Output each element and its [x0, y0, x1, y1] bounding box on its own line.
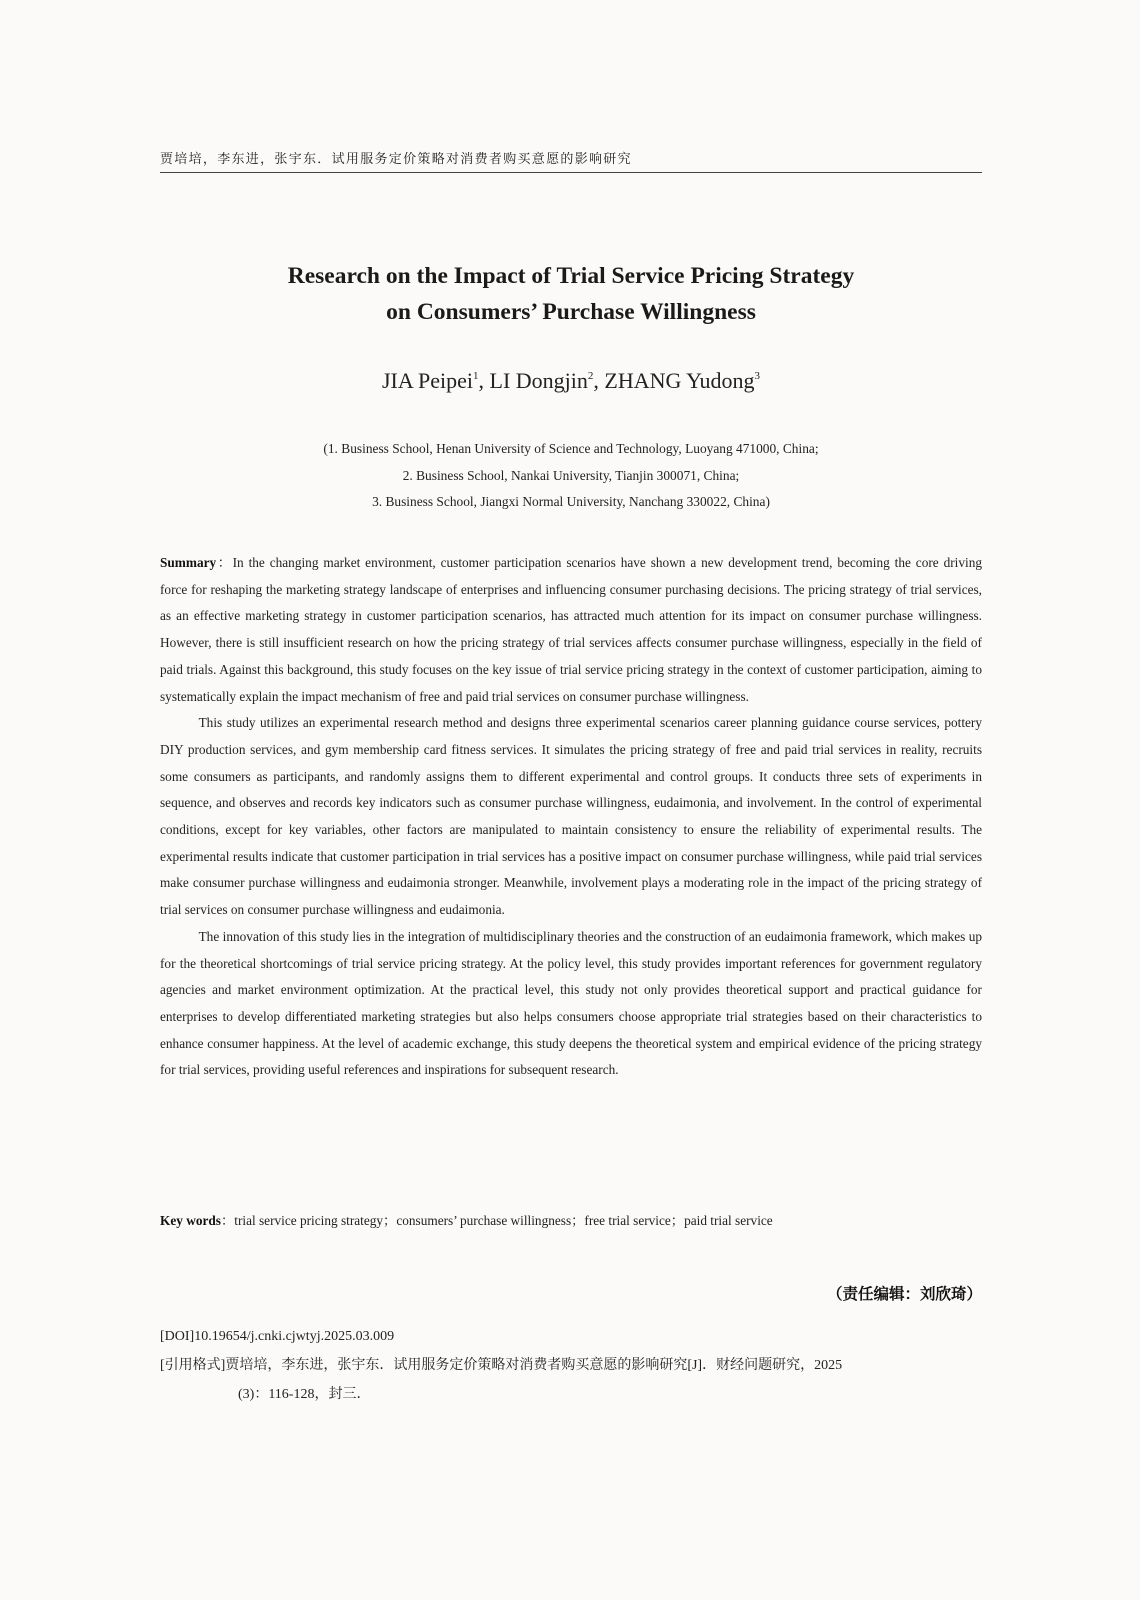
author-affiliation-mark: 3: [754, 370, 761, 382]
abstract-paragraph: The innovation of this study lies in the integration of multidisciplinary theories and the construction of an eudaimonia framework, which makes up for the theoretical shortcomings of trial service pricing strategy. At the policy level, this study provides important references for government regulatory agencies and market environment optimization. At the practical level, this study not only provides theoretical support and practical guidance for enterprises to develop differentiated marketing strategies but also helps consumers choose appropriate trial strategies based on their characteristics to enhance consumer happiness. At the level of academic exchange, this study deepens the theoretical system and empirical evidence of the pricing strategy for trial services, providing useful references and inspirations for subsequent research.: [160, 928, 982, 1078]
author-affiliation-mark: 1: [473, 370, 479, 382]
author-name: LI Dongjin: [489, 368, 588, 393]
citation-line-continued: (3)：116-128，封三．: [238, 1387, 371, 1402]
affiliation-line: 3. Business School, Jiangxi Normal University, Nanchang 330022, China): [372, 494, 770, 509]
citation-line: [引用格式]贾培培，李东进，张宇东．试用服务定价策略对消费者购买意愿的影响研究[J]．财经问题研究，2025: [160, 1358, 843, 1373]
title-line-2: on Consumers’ Purchase Willingness: [386, 299, 756, 325]
keywords-label: Key words: [160, 1213, 221, 1228]
author-name: ZHANG Yudong: [604, 368, 755, 393]
paper-title: [160, 258, 982, 330]
abstract-paragraph: This study utilizes an experimental research method and designs three experimental scenarios career planning guidance course services, pottery DIY production services, and gym membership card fitness services. It simulates the pricing strategy of free and paid trial services in reality, recruits some consumers as participants, and randomly assigns them to different experimental and control groups. It conducts three sets of experiments in sequence, and observes and records key indicators such as consumer purchase willingness, eudaimonia, and involvement. In the control of experimental conditions, except for key variables, other factors are manipulated to maintain consistency to ensure the reliability of experimental results. The experimental results indicate that customer participation in trial services has a positive impact on consumer purchase willingness, while paid trial services make consumer purchase willingness and eudaimonia stronger. Meanwhile, involvement plays a moderating role in the impact of the pricing strategy of trial services on consumer purchase willingness and eudaimonia.: [160, 715, 982, 918]
author-separator: ,: [478, 368, 490, 393]
keywords-colon: ：: [220, 1213, 235, 1228]
keywords: [160, 1210, 982, 1229]
title-line-1: Research on the Impact of Trial Service Pricing Strategy: [287, 263, 855, 289]
running-head: 贾培培，李东进，张宇东．试用服务定价策略对消费者购买意愿的影响研究: [160, 151, 632, 166]
author-separator: ,: [593, 368, 605, 393]
abstract: [160, 550, 982, 1084]
editor-note: （责任编辑：刘欣琦）: [826, 1285, 982, 1303]
citation-block: [160, 1322, 982, 1409]
header-rule: [160, 172, 982, 173]
affiliation-line: (1. Business School, Henan University of Science and Technology, Luoyang 471000, China;: [323, 441, 819, 456]
abstract-text: In the changing market environment, customer participation scenarios have shown a new development trend, becoming the core driving force for reshaping the marketing strategy landscape of enterprises and influencing consumer purchasing decisions. The pricing strategy of trial services, as an effective marketing strategy in customer participation scenarios, has attracted much attention for its impact on consumer purchase willingness. However, there is still insufficient research on how the pricing strategy of trial services affects consumer purchase willingness, especially in the field of paid trials. Against this background, this study focuses on the key issue of trial service pricing strategy in the context of customer participation, aiming to systematically explain the impact mechanism of free and paid trial services on consumer purchase willingness.: [160, 555, 982, 704]
abstract-paragraph: [160, 550, 982, 710]
doi-line: [DOI]10.19654/j.cnki.cjwtyj.2025.03.009: [160, 1329, 395, 1344]
affiliation-line: 2. Business School, Nankai University, Tianjin 300071, China;: [402, 467, 740, 483]
affiliations: [160, 436, 982, 516]
author-list: [160, 368, 982, 394]
keywords-text: trial service pricing strategy；consumers’ purchase willingness；free trial service；paid trial service: [234, 1213, 773, 1228]
summary-label: Summary: [160, 555, 217, 570]
summary-colon: ：: [216, 555, 233, 570]
author-affiliation-mark: 2: [587, 370, 594, 382]
author-name: JIA Peipei: [381, 368, 474, 393]
